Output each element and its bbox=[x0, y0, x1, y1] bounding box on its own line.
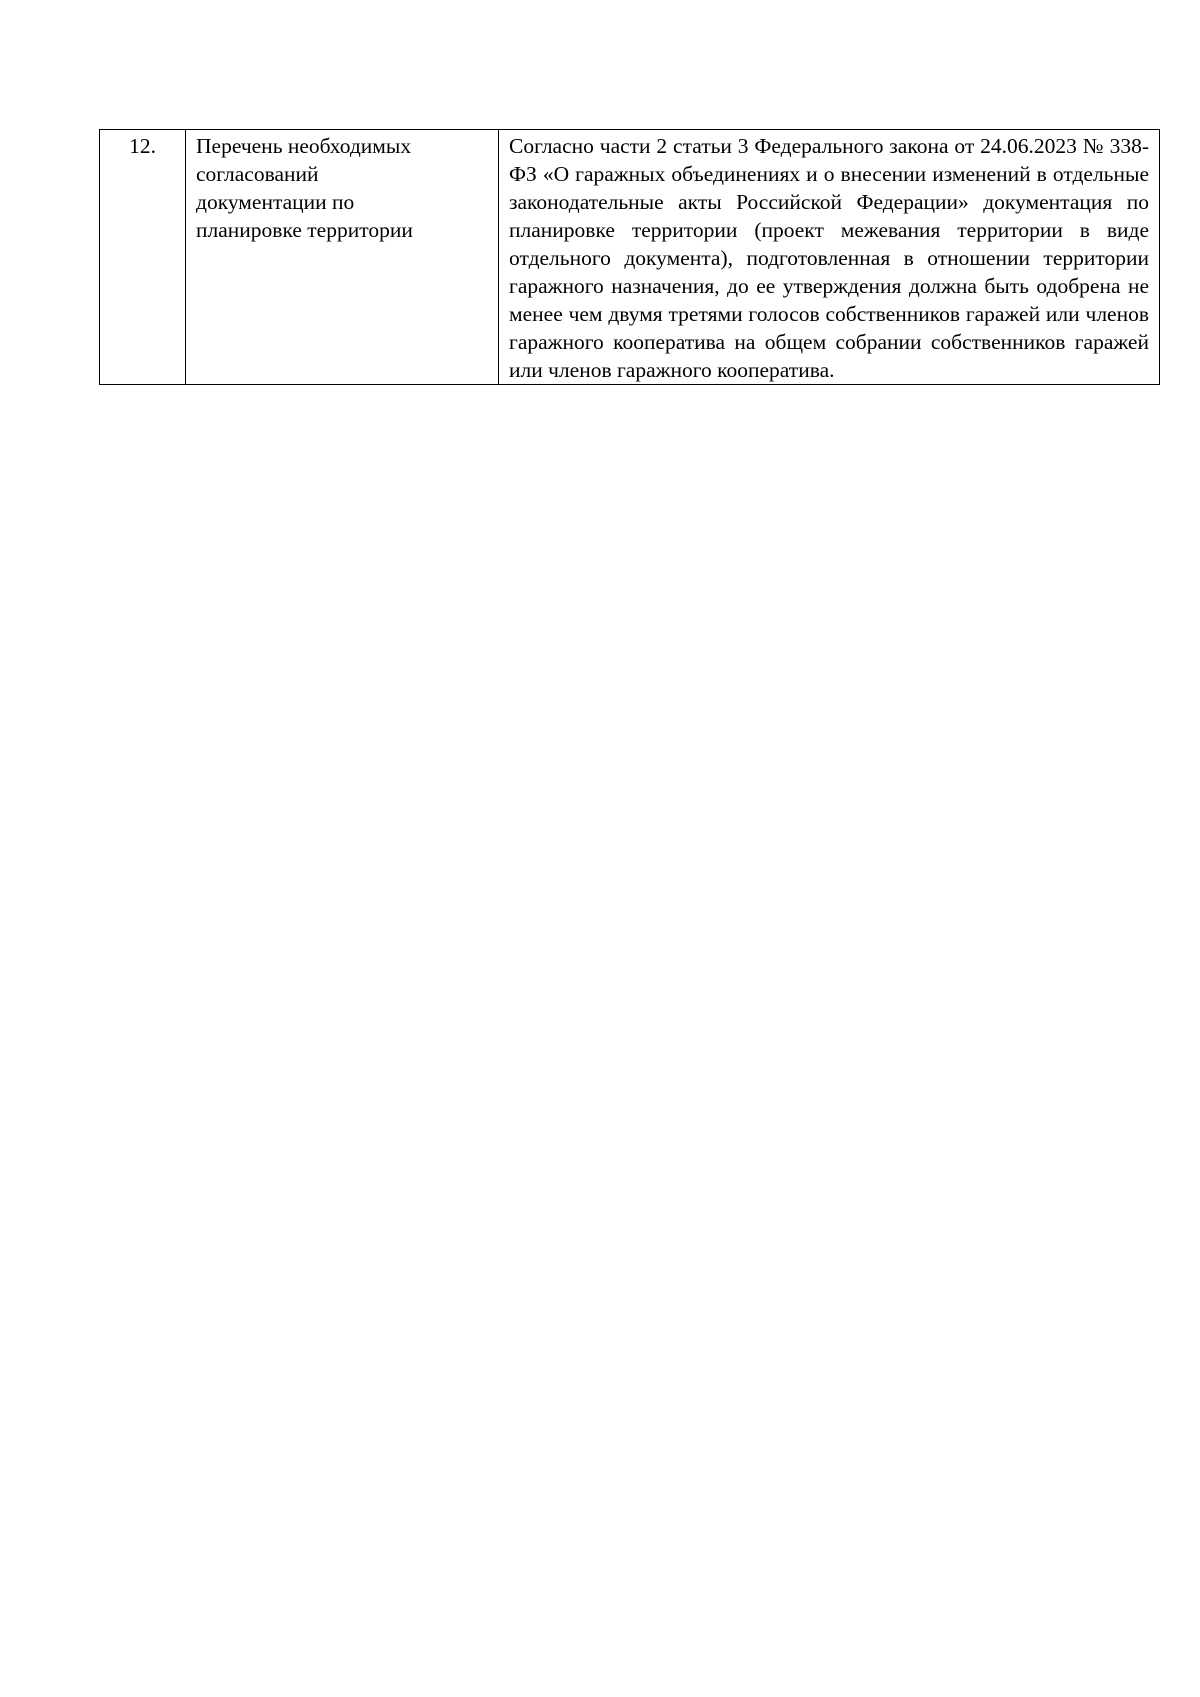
row-number: 12. bbox=[129, 134, 156, 158]
row-name-cell bbox=[186, 130, 499, 385]
table-row bbox=[100, 130, 1160, 385]
row-name-line: планировке территории bbox=[196, 218, 413, 242]
row-name-line: документации по bbox=[196, 190, 355, 214]
row-name-line: согласований bbox=[196, 162, 319, 186]
row-number-cell bbox=[100, 130, 186, 385]
row-name-line: Перечень необходимых bbox=[196, 134, 412, 158]
row-description: Согласно части 2 статьи 3 Федерального закона от 24.06.2023 № 338-ФЗ «О гаражных объединениях и о внесении изменений в отдельные законодательные акты Российской Федерации» документация по планировке территории (проект межевания территории в виде отдельного документа), подготовленная в отношении территории гаражного назначения, до ее утверждения должна быть одобрена не менее чем двумя третями голосов собственников гаражей или членов гаражного кооператива на общем собрании собственников гаражей или членов гаражного кооператива. bbox=[509, 134, 1149, 382]
row-description-cell bbox=[499, 130, 1160, 385]
document-table bbox=[99, 129, 1160, 385]
